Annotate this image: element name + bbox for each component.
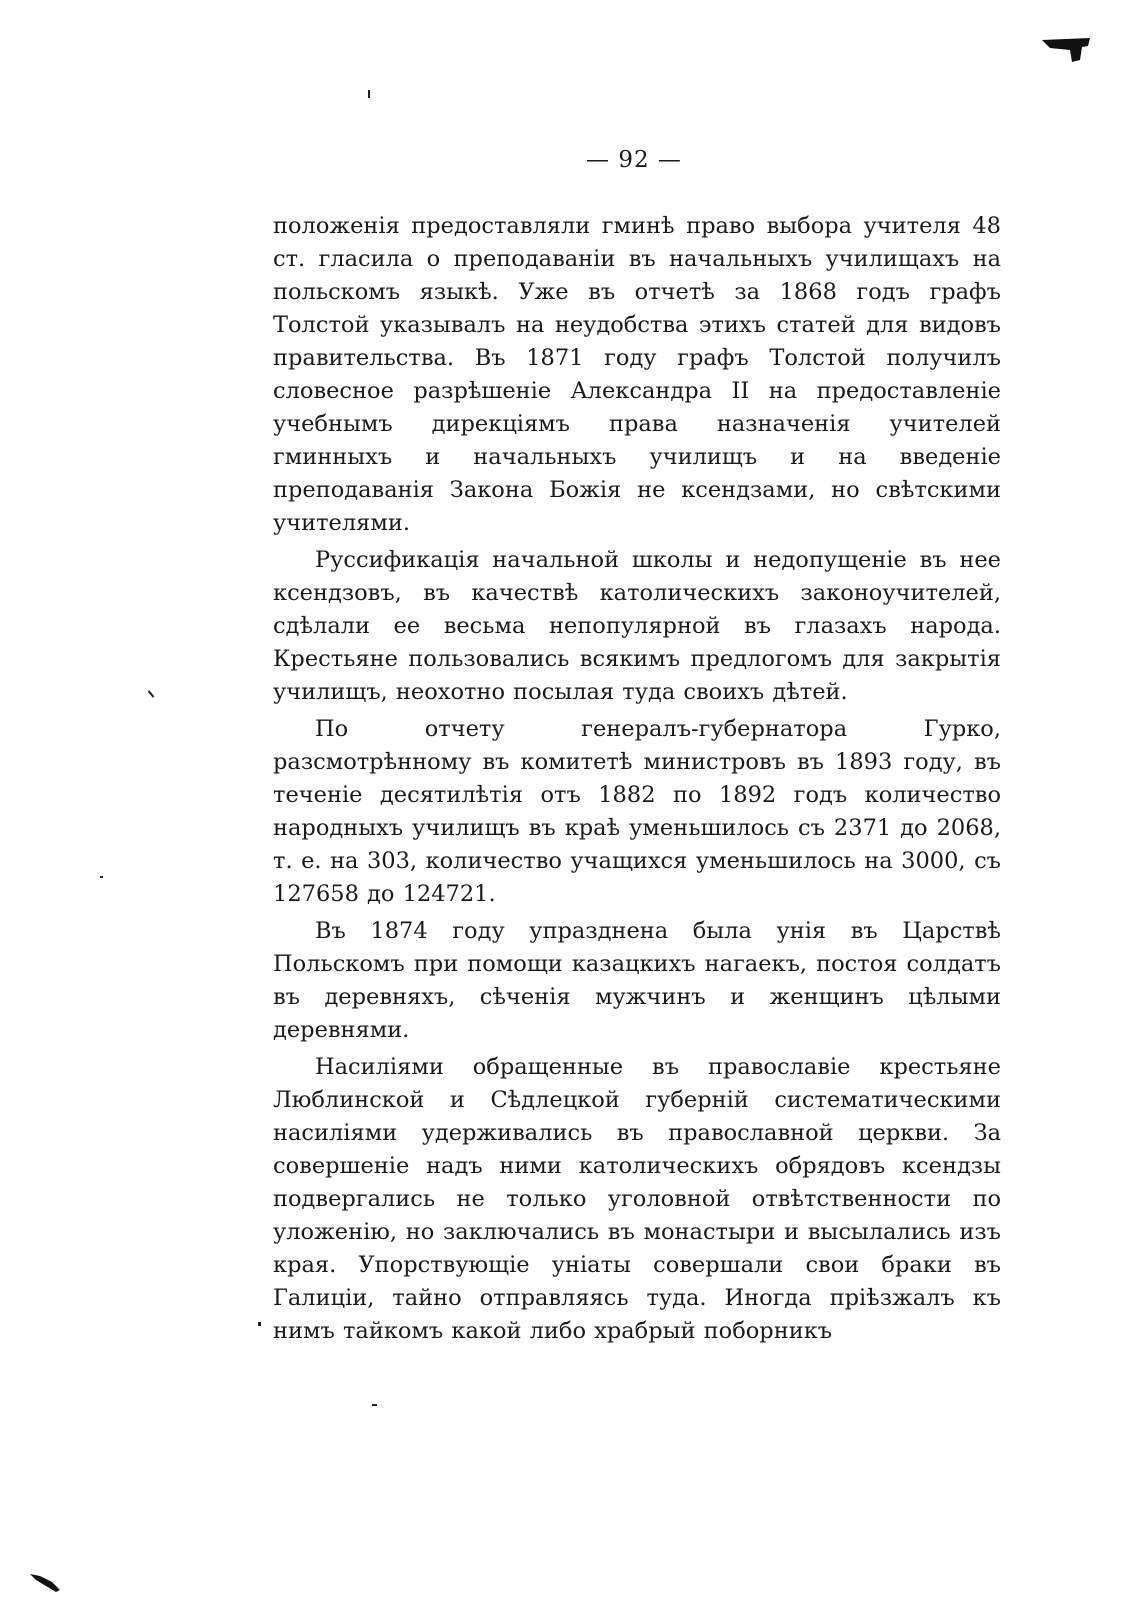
scan-speck [372, 1404, 377, 1406]
scan-speck [100, 876, 103, 878]
scan-speck [258, 1322, 261, 1326]
page-number: — 92 — [586, 147, 682, 173]
scan-corner-mark [1042, 38, 1092, 64]
paragraph: Насиліями обращенные въ православіе крестьяне Люблинской и Сѣдлецкой губерній систематическими насиліями удерживались въ православной церкви. За совершеніе надъ ними католическихъ обрядовъ ксендзы подвергались не только уголовной отвѣтственности по уложенію, но заключались въ монастыри и высылались изъ края. Упорствующіе уніаты совершали свои браки въ Галиціи, тайно отправляясь туда. Иногда пріѣзжалъ къ нимъ тайкомъ какой либо храбрый поборникъ [273, 1054, 1001, 1344]
paragraph: Въ 1874 году упразднена была унія въ Царствѣ Польскомъ при помощи казацкихъ нагаекъ, постоя солдатъ въ деревняхъ, сѣченія мужчинъ и женщинъ цѣлыми деревнями. [273, 918, 1001, 1043]
scan-speck [368, 90, 370, 98]
body-text [273, 210, 1001, 1348]
scan-bottom-mark [30, 1572, 70, 1594]
scan-speck [148, 690, 155, 697]
paragraph: положенія предоставляли гминѣ право выбора учителя 48 ст. гласила о преподаваніи въ начальныхъ училищахъ на польскомъ языкѣ. Уже въ отчетѣ за 1868 годъ графъ Толстой указывалъ на неудобства этихъ статей для видовъ правительства. Въ 1871 году графъ Толстой получилъ словесное разрѣшеніе Александра II на предоставленіе учебнымъ дирекціямъ права назначенія учителей гминныхъ и начальныхъ училищъ и на введеніе преподаванія Закона Божія не ксендзами, но свѣтскими учителями. [273, 213, 1001, 536]
paragraph: Руссификація начальной школы и недопущеніе въ нее ксендзовъ, въ качествѣ католическихъ законоучителей, сдѣлали ее весьма непопулярной въ глазахъ народа. Крестьяне пользовались всякимъ предлогомъ для закрытія училищъ, неохотно посылая туда своихъ дѣтей. [273, 547, 1001, 705]
paragraph: По отчету генералъ-губернатора Гурко, разсмотрѣнному въ комитетѣ министровъ въ 1893 году, въ теченіе десятилѣтія отъ 1882 по 1892 годъ количество народныхъ училищъ въ краѣ уменьшилось съ 2371 до 2068, т. е. на 303, количество учащихся уменьшилось на 3000, съ 127658 до 124721. [273, 716, 1001, 907]
